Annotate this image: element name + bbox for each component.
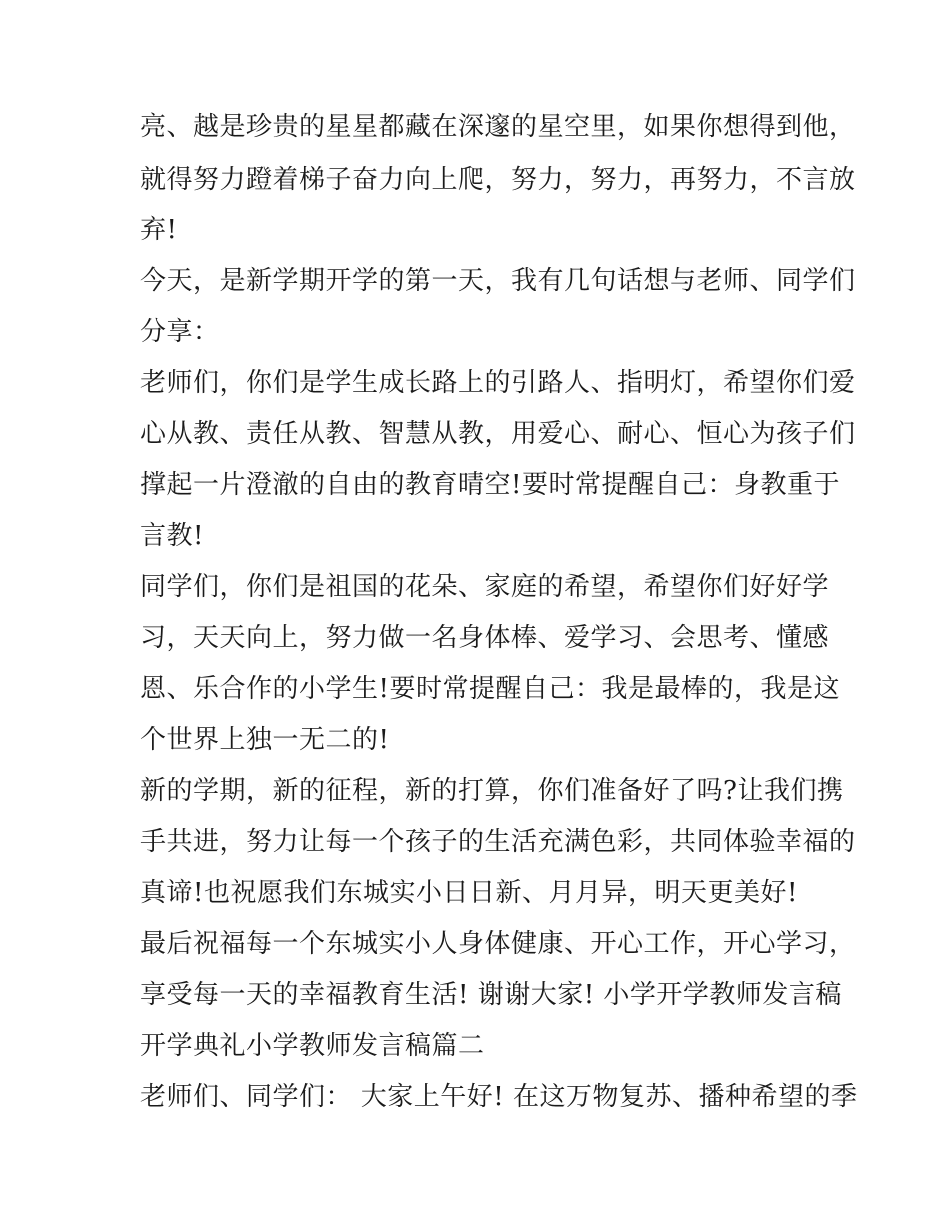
text-line: 习，天天向上，努力做一名身体棒、爱学习、会思考、懂感 [140,623,830,653]
text-line: 今天，是新学期开学的第一天，我有几句话想与老师、同学们 [140,266,856,296]
text-line: 言教! [140,521,204,551]
section-heading: 开学典礼小学教师发言稿篇二 [140,1031,485,1061]
text-line: 老师们、同学们： 大家上午好! 在这万物复苏、播种希望的季 [140,1082,858,1112]
text-line: 弃! [140,215,178,245]
text-line: 最后祝福每一个东城实小人身体健康、开心工作，开心学习， [140,929,856,959]
text-line: 恩、乐合作的小学生!要时常提醒自己：我是最棒的，我是这 [140,674,840,704]
text-line: 手共进，努力让每一个孩子的生活充满色彩，共同体验幸福的 [140,827,856,857]
text-line: 分享： [140,317,220,347]
text-line: 享受每一天的幸福教育生活! 谢谢大家! 小学开学教师发言稿 [140,980,842,1010]
text-line: 新的学期，新的征程，新的打算，你们准备好了吗?让我们携 [140,776,844,806]
text-line: 就得努力蹬着梯子奋力向上爬，努力，努力，再努力，不言放 [140,165,856,195]
text-line: 老师们，你们是学生成长路上的引路人、指明灯，希望你们爱 [140,368,856,398]
text-line: 真谛!也祝愿我们东城实小日日新、月月异，明天更美好! [140,878,798,908]
text-line: 个世界上独一无二的! [140,725,390,755]
text-line: 同学们，你们是祖国的花朵、家庭的希望，希望你们好好学 [140,572,830,602]
text-line: 亮、越是珍贵的星星都藏在深邃的星空里，如果你想得到他， [140,112,856,142]
text-line: 心从教、责任从教、智慧从教，用爱心、耐心、恒心为孩子们 [140,419,856,449]
text-line: 撑起一片澄澈的自由的教育晴空!要时常提醒自己：身教重于 [140,470,840,500]
